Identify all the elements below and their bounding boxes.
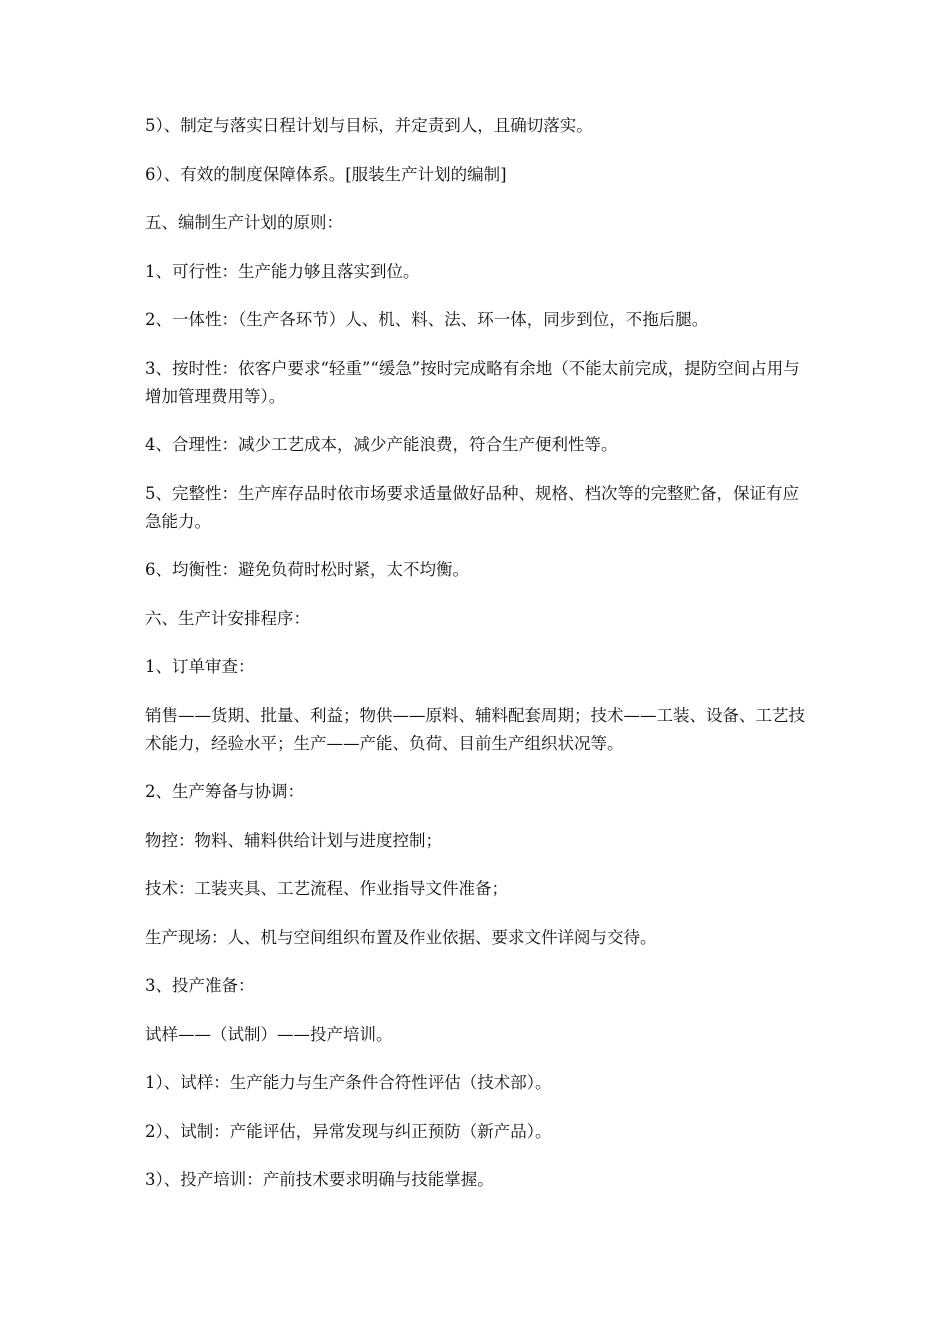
paragraph-6-system: 6）、有效的制度保障体系。[服装生产计划的编制] <box>145 164 507 184</box>
prep-sample: 1）、试样：生产能力与生产条件合符性评估（技术部）。 <box>145 1073 552 1092</box>
material-control-detail: 物控：物料、辅料供给计划与进度控制； <box>145 830 442 850</box>
principle-balance: 6、均衡性：避免负荷时松时紧，太不均衡。 <box>145 560 469 579</box>
order-review-detail: 销售——货期、批量、利益；物供——原料、辅料配套周期；技术——工装、设备、工艺技术能力，经验水平；生产——产能、负荷、目前生产组织状况等。 <box>145 705 805 753</box>
principle-completeness: 5、完整性：生产库存品时依市场要求适量做好品种、规格、档次等的完整贮备，保证有应急能力。 <box>145 483 799 531</box>
step-order-review: 1、订单审查： <box>145 657 255 676</box>
step-preparation-coordination: 2、生产筹备与协调： <box>145 782 304 801</box>
principle-rationality: 4、合理性：减少工艺成本，减少产能浪费，符合生产便利性等。 <box>145 435 618 454</box>
section-heading-procedure: 六、生产计安排程序： <box>145 608 310 628</box>
step-production-prep: 3、投产准备： <box>145 976 255 995</box>
principle-timeliness: 3、按时性：依客户要求“轻重”“缓急”按时完成略有余地（不能太前完成，提防空间占用与增加管理费用等）。 <box>145 358 800 406</box>
prep-flow: 试样——（试制）——投产培训。 <box>145 1024 393 1044</box>
prep-trial: 2）、试制：产能评估，异常发现与纠正预防（新产品）。 <box>145 1121 552 1141</box>
paragraph-5-schedule: 5）、制定与落实日程计划与目标，并定责到人，且确切落实。 <box>145 116 593 135</box>
technical-detail: 技术：工装夹具、工艺流程、作业指导文件准备； <box>145 879 508 898</box>
document-body <box>145 112 810 1215</box>
production-site-detail: 生产现场：人、机与空间组织布置及作业依据、要求文件详阅与交待。 <box>145 927 657 947</box>
principle-integration: 2、一体性：（生产各环节）人、机、料、法、环一体，同步到位，不拖后腿。 <box>145 310 709 329</box>
principle-feasibility: 1、可行性：生产能力够且落实到位。 <box>145 261 420 281</box>
section-heading-principles: 五、编制生产计划的原则： <box>145 213 343 232</box>
prep-training: 3）、投产培训：产前技术要求明确与技能掌握。 <box>145 1170 494 1189</box>
